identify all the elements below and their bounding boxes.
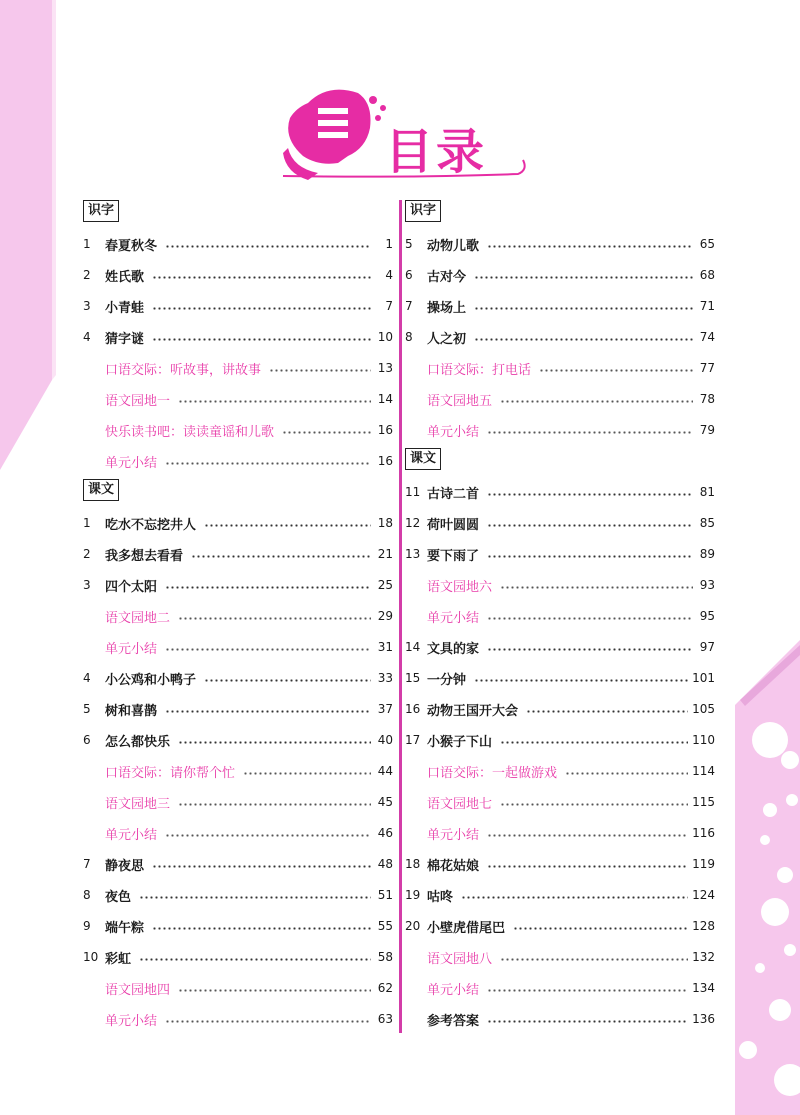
toc-entry[interactable]	[405, 606, 715, 626]
entry-title: 口语交际：打电话	[427, 362, 532, 378]
dot-leader	[513, 927, 688, 930]
entry-title: 人之初	[427, 331, 467, 347]
entry-title: 单元小结	[427, 982, 480, 998]
dot-leader	[139, 958, 371, 961]
toc-entry[interactable]	[83, 358, 393, 378]
entry-title: 语文园地五	[427, 393, 493, 409]
toc-entry[interactable]	[83, 885, 393, 905]
toc-entry[interactable]	[405, 296, 715, 316]
entry-page-number: 136	[692, 1012, 715, 1026]
toc-entry[interactable]	[83, 234, 393, 254]
toc-entry[interactable]	[405, 823, 715, 843]
entry-page-number: 128	[692, 919, 715, 933]
entry-number: 18	[405, 857, 421, 871]
toc-entry[interactable]	[405, 327, 715, 347]
entry-number: 15	[405, 671, 421, 685]
entry-title: 静夜思	[105, 858, 145, 874]
entry-title: 口语交际：听故事，讲故事	[105, 362, 262, 378]
entry-number: 14	[405, 640, 421, 654]
entry-title: 要下雨了	[427, 548, 480, 564]
entry-page-number: 85	[699, 516, 715, 530]
entry-page-number: 132	[692, 950, 715, 964]
dot-leader	[204, 524, 371, 527]
dot-leader	[500, 400, 693, 403]
entry-title: 姓氏歌	[105, 269, 145, 285]
page-title: 目录	[385, 124, 488, 180]
dot-leader	[539, 369, 693, 372]
entry-title: 文具的家	[427, 641, 480, 657]
dot-leader	[178, 400, 371, 403]
entry-number: 3	[83, 578, 91, 592]
entry-title: 夜色	[105, 889, 132, 905]
entry-title: 咕咚	[427, 889, 454, 905]
entry-title: 参考答案	[427, 1013, 480, 1029]
section-heading: 识字	[83, 200, 119, 222]
toc-entry[interactable]	[83, 575, 393, 595]
dot-leader	[178, 989, 371, 992]
entry-page-number: 81	[699, 485, 715, 499]
dot-leader	[487, 493, 693, 496]
entry-page-number: 25	[377, 578, 393, 592]
entry-number: 2	[83, 547, 91, 561]
entry-page-number: 48	[377, 857, 393, 871]
entry-title: 快乐读书吧：读读童谣和儿歌	[105, 424, 275, 440]
dot-leader	[487, 834, 688, 837]
toc-entry[interactable]	[405, 1009, 715, 1029]
toc-entry[interactable]	[83, 916, 393, 936]
toc-entry[interactable]	[405, 420, 715, 440]
dot-leader	[152, 927, 371, 930]
entry-title: 单元小结	[105, 641, 158, 657]
entry-number: 16	[405, 702, 421, 716]
entry-title: 单元小结	[105, 455, 158, 471]
entry-page-number: 134	[692, 981, 715, 995]
entry-page-number: 71	[699, 299, 715, 313]
dot-leader	[487, 555, 693, 558]
toc-entry[interactable]	[83, 978, 393, 998]
entry-number: 1	[83, 237, 91, 251]
entry-title: 操场上	[427, 300, 467, 316]
entry-title: 我多想去看看	[105, 548, 184, 564]
toc-entry[interactable]	[405, 885, 715, 905]
dot-leader	[243, 772, 371, 775]
toc-entry[interactable]	[405, 761, 715, 781]
dot-leader	[282, 431, 371, 434]
entry-page-number: 31	[377, 640, 393, 654]
entry-title: 单元小结	[427, 424, 480, 440]
toc-entry[interactable]	[405, 978, 715, 998]
dot-leader	[178, 617, 371, 620]
entry-page-number: 16	[377, 454, 393, 468]
entry-title: 小青蛙	[105, 300, 145, 316]
entry-title: 彩虹	[105, 951, 132, 967]
entry-number: 8	[405, 330, 413, 344]
toc-entry[interactable]	[83, 699, 393, 719]
entry-title: 四个太阳	[105, 579, 158, 595]
entry-page-number: 79	[699, 423, 715, 437]
toc-entry[interactable]	[405, 358, 715, 378]
dot-leader	[474, 679, 688, 682]
dot-leader	[461, 896, 688, 899]
entry-page-number: 68	[699, 268, 715, 282]
toc-entry[interactable]	[405, 575, 715, 595]
toc-entry[interactable]	[405, 234, 715, 254]
dot-leader	[178, 803, 371, 806]
entry-page-number: 63	[377, 1012, 393, 1026]
entry-number: 2	[83, 268, 91, 282]
entry-title: 棉花姑娘	[427, 858, 480, 874]
entry-title: 小公鸡和小鸭子	[105, 672, 197, 688]
entry-number: 17	[405, 733, 421, 747]
toc-entry[interactable]	[83, 854, 393, 874]
entry-page-number: 105	[692, 702, 715, 716]
entry-page-number: 16	[377, 423, 393, 437]
dot-leader	[487, 431, 693, 434]
dot-leader	[565, 772, 688, 775]
entry-number: 13	[405, 547, 421, 561]
dot-leader	[487, 524, 693, 527]
entry-title: 单元小结	[105, 1013, 158, 1029]
dot-leader	[152, 865, 371, 868]
toc-entry[interactable]	[83, 451, 393, 471]
entry-number: 5	[405, 237, 413, 251]
toc-entry[interactable]	[405, 389, 715, 409]
section-heading: 识字	[405, 200, 441, 222]
entry-number: 10	[83, 950, 99, 964]
entry-page-number: 37	[377, 702, 393, 716]
section-heading: 课文	[405, 448, 441, 470]
dot-leader	[526, 710, 688, 713]
dot-leader	[487, 1020, 688, 1023]
entry-page-number: 114	[692, 764, 715, 778]
entry-title: 单元小结	[105, 827, 158, 843]
entry-page-number: 40	[377, 733, 393, 747]
entry-page-number: 55	[377, 919, 393, 933]
toc-entry[interactable]	[83, 823, 393, 843]
entry-page-number: 46	[377, 826, 393, 840]
entry-page-number: 21	[377, 547, 393, 561]
entry-page-number: 29	[377, 609, 393, 623]
entry-title: 语文园地八	[427, 951, 493, 967]
entry-number: 19	[405, 888, 421, 902]
toc-entry[interactable]	[405, 730, 715, 750]
entry-title: 语文园地一	[105, 393, 171, 409]
entry-page-number: 44	[377, 764, 393, 778]
toc-entry[interactable]	[405, 482, 715, 502]
entry-page-number: 45	[377, 795, 393, 809]
toc-entry[interactable]	[83, 606, 393, 626]
dot-leader	[500, 741, 688, 744]
dot-leader	[474, 338, 693, 341]
section-heading: 课文	[83, 479, 119, 501]
entry-page-number: 62	[377, 981, 393, 995]
entry-title: 古对今	[427, 269, 467, 285]
entry-number: 6	[83, 733, 91, 747]
entry-number: 12	[405, 516, 421, 530]
toc-entry[interactable]	[405, 513, 715, 533]
toc-entry[interactable]	[405, 792, 715, 812]
toc-entry[interactable]	[83, 730, 393, 750]
entry-title: 语文园地三	[105, 796, 171, 812]
entry-page-number: 33	[377, 671, 393, 685]
dot-leader	[474, 307, 693, 310]
dot-leader	[165, 462, 371, 465]
toc-entry[interactable]	[405, 668, 715, 688]
dot-leader	[487, 648, 693, 651]
toc-entry[interactable]	[405, 947, 715, 967]
toc-entry[interactable]	[405, 544, 715, 564]
dot-leader	[269, 369, 371, 372]
dot-leader	[474, 276, 693, 279]
entry-page-number: 124	[692, 888, 715, 902]
entry-page-number: 110	[692, 733, 715, 747]
dot-leader	[191, 555, 371, 558]
entry-number: 1	[83, 516, 91, 530]
entry-page-number: 14	[377, 392, 393, 406]
entry-page-number: 65	[699, 237, 715, 251]
entry-title: 春夏秋冬	[105, 238, 158, 254]
toc-entry[interactable]	[83, 947, 393, 967]
entry-title: 树和喜鹊	[105, 703, 158, 719]
toc-entry[interactable]	[83, 513, 393, 533]
entry-page-number: 95	[699, 609, 715, 623]
toc-entry[interactable]	[405, 265, 715, 285]
dot-leader	[178, 741, 371, 744]
entry-title: 小壁虎借尾巴	[427, 920, 506, 936]
dot-leader	[165, 648, 371, 651]
entry-title: 猜字谜	[105, 331, 145, 347]
entry-title: 荷叶圆圆	[427, 517, 480, 533]
dot-leader	[500, 586, 693, 589]
entry-page-number: 89	[699, 547, 715, 561]
dot-leader	[139, 896, 371, 899]
entry-title: 语文园地四	[105, 982, 171, 998]
dot-leader	[165, 586, 371, 589]
entry-page-number: 7	[385, 299, 393, 313]
toc-entry[interactable]	[405, 854, 715, 874]
toc-entry[interactable]	[83, 637, 393, 657]
dot-leader	[487, 245, 693, 248]
entry-title: 一分钟	[427, 672, 467, 688]
entry-title: 语文园地六	[427, 579, 493, 595]
toc-entry[interactable]	[405, 699, 715, 719]
toc-entry[interactable]	[83, 792, 393, 812]
entry-title: 口语交际：请你帮个忙	[105, 765, 236, 781]
toc-entry[interactable]	[83, 761, 393, 781]
toc-entry[interactable]	[83, 1009, 393, 1029]
dot-leader	[487, 617, 693, 620]
dot-leader	[500, 803, 688, 806]
entry-page-number: 77	[699, 361, 715, 375]
entry-number: 20	[405, 919, 421, 933]
entry-page-number: 51	[377, 888, 393, 902]
entry-number: 3	[83, 299, 91, 313]
entry-page-number: 13	[377, 361, 393, 375]
dot-leader	[204, 679, 371, 682]
entry-title: 口语交际：一起做游戏	[427, 765, 558, 781]
entry-number: 4	[83, 330, 91, 344]
entry-page-number: 18	[377, 516, 393, 530]
entry-page-number: 1	[385, 237, 393, 251]
toc-entry[interactable]	[83, 265, 393, 285]
toc-entry[interactable]	[83, 296, 393, 316]
entry-title: 单元小结	[427, 610, 480, 626]
entry-page-number: 115	[692, 795, 715, 809]
entry-number: 7	[405, 299, 413, 313]
entry-page-number: 97	[699, 640, 715, 654]
entry-title: 动物儿歌	[427, 238, 480, 254]
entry-page-number: 58	[377, 950, 393, 964]
entry-page-number: 10	[377, 330, 393, 344]
entry-page-number: 74	[699, 330, 715, 344]
entry-title: 吃水不忘挖井人	[105, 517, 197, 533]
toc-entry[interactable]	[83, 389, 393, 409]
toc-entry[interactable]	[83, 668, 393, 688]
toc-entry[interactable]	[83, 420, 393, 440]
dot-leader	[165, 1020, 371, 1023]
entry-page-number: 78	[699, 392, 715, 406]
dot-leader	[165, 710, 371, 713]
entry-page-number: 93	[699, 578, 715, 592]
entry-number: 4	[83, 671, 91, 685]
entry-page-number: 116	[692, 826, 715, 840]
toc-entry[interactable]	[405, 916, 715, 936]
dot-leader	[487, 865, 688, 868]
dot-leader	[500, 958, 688, 961]
entry-title: 语文园地二	[105, 610, 171, 626]
entry-number: 8	[83, 888, 91, 902]
entry-title: 古诗二首	[427, 486, 480, 502]
entry-title: 端午粽	[105, 920, 145, 936]
column-divider	[399, 200, 402, 1033]
dot-leader	[152, 276, 371, 279]
entry-number: 6	[405, 268, 413, 282]
entry-title: 单元小结	[427, 827, 480, 843]
entry-number: 9	[83, 919, 91, 933]
entry-page-number: 4	[385, 268, 393, 282]
toc-entry[interactable]	[83, 327, 393, 347]
entry-title: 小猴子下山	[427, 734, 493, 750]
entry-number: 11	[405, 485, 421, 499]
dot-leader	[152, 307, 371, 310]
entry-page-number: 119	[692, 857, 715, 871]
entry-title: 动物王国开大会	[427, 703, 519, 719]
entry-number: 7	[83, 857, 91, 871]
entry-title: 怎么都快乐	[105, 734, 171, 750]
dot-leader	[165, 245, 371, 248]
entry-page-number: 101	[692, 671, 715, 685]
entry-number: 5	[83, 702, 91, 716]
dot-leader	[152, 338, 371, 341]
toc-entry[interactable]	[405, 637, 715, 657]
dot-leader	[165, 834, 371, 837]
entry-title: 语文园地七	[427, 796, 493, 812]
dot-leader	[487, 989, 688, 992]
toc-entry[interactable]	[83, 544, 393, 564]
